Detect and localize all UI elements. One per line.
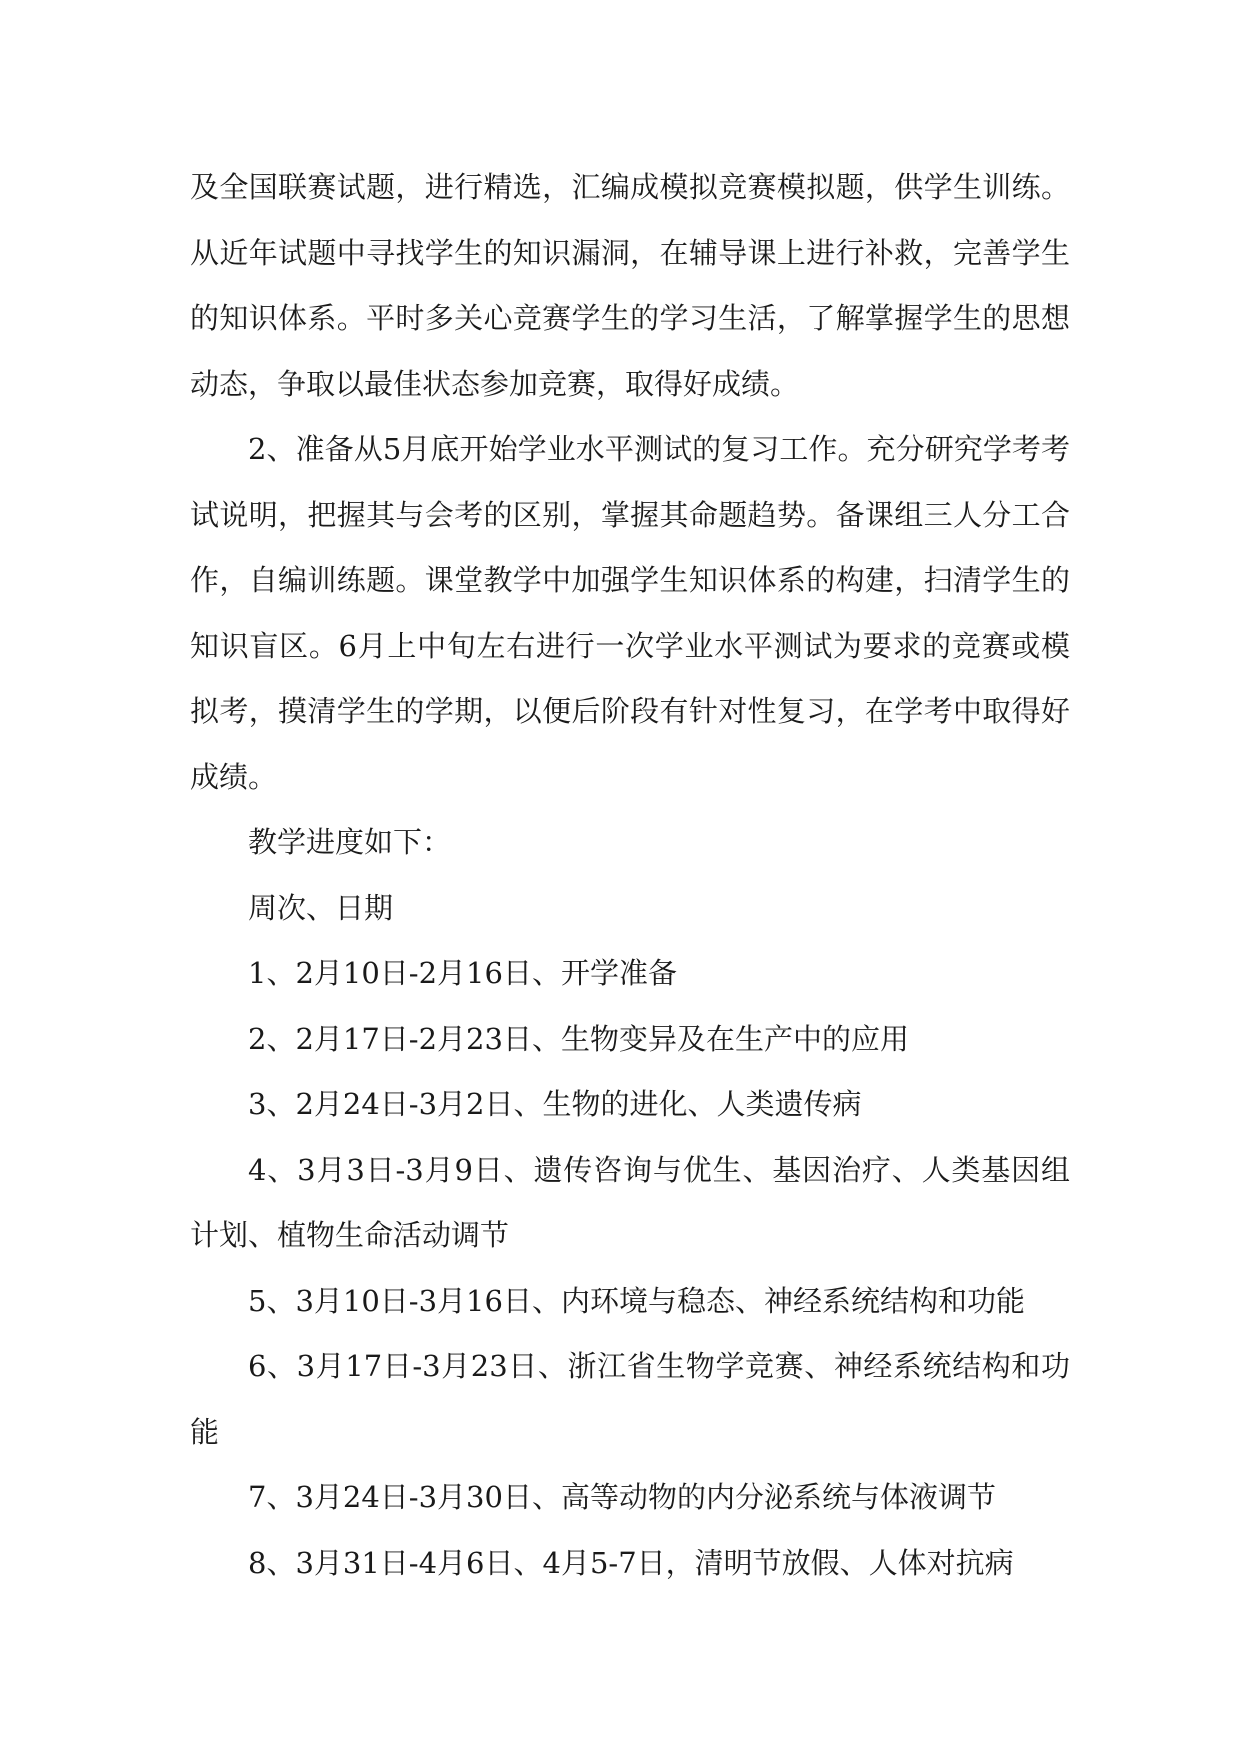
schedule-week-4: 4、3月3日-3月9日、遗传咨询与优生、基因治疗、人类基因组计划、植物生命活动调节 <box>190 1152 1070 1252</box>
schedule-week-5: 5、3月10日-3月16日、内环境与稳态、神经系统结构和功能 <box>248 1283 1025 1318</box>
schedule-week-3: 3、2月24日-3月2日、生物的进化、人类遗传病 <box>248 1087 862 1121</box>
schedule-week-2: 2、2月17日-2月23日、生物变异及在生产中的应用 <box>248 1021 909 1056</box>
schedule-week-7: 7、3月24日-3月30日、高等动物的内分泌系统与体液调节 <box>248 1480 996 1514</box>
schedule-week-8: 8、3月31日-4月6日、4月5-7日，清明节放假、人体对抗病 <box>248 1545 1014 1580</box>
schedule-week-6: 6、3月17日-3月23日、浙江省生物学竞赛、神经系统结构和功能 <box>190 1349 1070 1449</box>
paragraph-competition-training: 及全国联赛试题，进行精选，汇编成模拟竞赛模拟题，供学生训练。从近年试题中寻找学生的知识漏洞，在辅导课上进行补救，完善学生的知识体系。平时多关心竞赛学生的学习生活，了解掌握学生的思想动态，争取以最佳状态参加竞赛，取得好成绩。 <box>190 170 1070 401</box>
schedule-week-1: 1、2月10日-2月16日、开学准备 <box>248 956 677 990</box>
paragraph-exam-review-plan: 2、准备从5月底开始学业水平测试的复习工作。充分研究学考考试说明，把握其与会考的区别，掌握其命题趋势。备课组三人分工合作，自编训练题。课堂教学中加强学生知识体系的构建，扫清学生的知识盲区。6月上中旬左右进行一次学业水平测试为要求的竞赛或模拟考，摸清学生的学期，以便后阶段有针对性复习，在学考中取得好成绩。 <box>190 432 1070 794</box>
schedule-header: 周次、日期 <box>248 890 394 925</box>
paragraph-schedule-intro: 教学进度如下： <box>248 825 452 859</box>
document-body <box>190 155 1070 1596</box>
